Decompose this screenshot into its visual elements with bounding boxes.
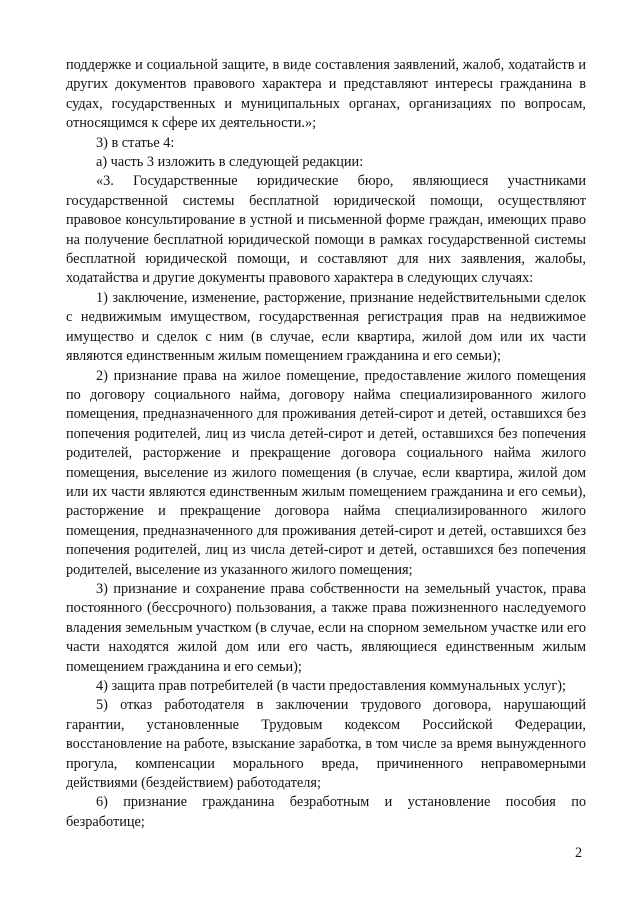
page-number: 2 xyxy=(575,845,583,861)
paragraph-case-6: 6) признание гражданина безработным и установление пособия по безработице; xyxy=(66,794,586,830)
paragraph-continuation: поддержке и социальной защите, в виде составления заявлений, жалоб, ходатайств и других документов правового характера и представляют интересы гражданина в судах, государственных и муниципальных органах, организациях по вопросам, относящимся к сфере их деятельности.»; xyxy=(66,57,586,132)
paragraph-case-1: 1) заключение, изменение, расторжение, признание недействительными сделок с недвижимым имуществом, государственная регистрация прав на недвижимое имущество и сделок с ним (в случае, если квартира, жилой дом или их части являются единственным жилым помещением гражданина и его семьи); xyxy=(66,289,586,365)
paragraph-case-3: 3) признание и сохранение права собственности на земельный участок, права постоянного (бессрочного) пользования, а также права пожизненного наследуемого владения земельным участком (в случае, если на спорном земельном участке или его части находятся жилой дом или его часть, являющиеся единственным жилым помещением гражданина и его семьи); xyxy=(66,580,586,675)
paragraph-part-3: «3. Государственные юридические бюро, являющиеся участниками государственной системы бесплатной юридической помощи, осуществляют правовое консультирование в устной и письменной форме граждан, имеющих право на получение бесплатной юридической помощи в рамках государственной системы бесплатной юридической помощи, и составляют для них заявления, жалобы, ходатайства и другие документы правового характера в следующих случаях: xyxy=(66,173,586,287)
paragraph-case-5: 5) отказ работодателя в заключении трудового договора, нарушающий гарантии, установленные Трудовым кодексом Российской Федерации, восстановление на работе, взыскание заработка, в том числе за время вынужденного прогула, компенсации морального вреда, причиненного неправомерными действиями (бездействием) работодателя; xyxy=(66,697,586,792)
paragraph-case-4: 4) защита прав потребителей (в части предоставления коммунальных услуг); xyxy=(96,678,566,694)
paragraph-case-2: 2) признание права на жилое помещение, предоставление жилого помещения по договору социального найма, договору найма специализированного жилого помещения, предназначенного для проживания детей-сирот и детей, оставшихся без попечения родителей, лиц из числа детей-сирот и детей, оставшихся без попечения родителей, расторжение и прекращение договора социального найма жилого помещения, выселение из жилого помещения (в случае, если квартира, жилой дом или их части являются единственным жилым помещением гражданина и его семьи), расторжение и прекращение договора найма специализированного жилого помещения, предназначенного для проживания детей-сирот и детей, оставшихся без попечения родителей, лиц из числа детей-сирот и детей, оставшихся без попечения родителей, выселение из указанного жилого помещения; xyxy=(66,367,586,578)
paragraph-subitem-a: а) часть 3 изложить в следующей редакции: xyxy=(96,154,364,171)
document-body xyxy=(66,56,586,832)
paragraph-item-3: 3) в статье 4: xyxy=(96,134,175,151)
